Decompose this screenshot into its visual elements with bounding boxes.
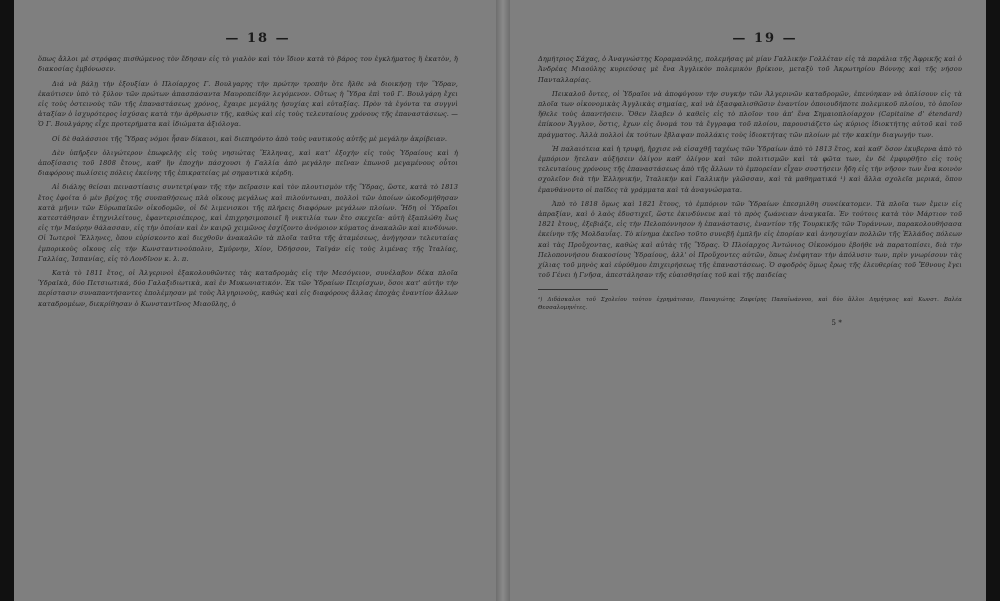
left-page	[38, 0, 458, 601]
paragraph: ὅπως ἄλλοι μὲ στρόφας πισθώμενος τὸν ἔδησαν εἰς τὸ γιαλὸν καὶ τὸν ἴδιον κατὰ τὸ βάρος του ἐγκλήματος ἢ ἑκατὸν, ἢ διακοσίας ἐμβόνωσεν.	[38, 55, 458, 74]
paragraph: Δημήτριος Σάχας, ὁ Ἀναγνώστης Κοραμανόλης, πολεμήσας μὲ μίαν Γαλλικὴν Γολλέταν εἰς τὰ παράλια τῆς Ἀφρικῆς καὶ ὁ Ἀνδρέας Μιαούλης κυριεύσας μὲ ἕνα Ἀγγλικὸν πολεμικὸν βρίκιον, μεταξὺ τοῦ Ἀκρωτηρίου Βόννης καὶ τῆς νήσου Πανταλλαρίας.	[538, 55, 962, 84]
scan-left-edge	[0, 0, 14, 601]
signature-mark: 5 *	[831, 318, 842, 327]
paragraph: Ἀπὸ τὸ 1818 ὅμως καὶ 1821 ἔτους, τὸ ἐμπόριον τῶν Ὑδραίων ἐπεσμιλθη συνείκατομεν. Τὰ πλοῖα των ἔμειν εἰς ἀπραξίαν, καὶ ὁ λαὸς ἐδυστιχεῖ, ὥστε ἐκινδύνευε καὶ τὸ πρὸς ζωάνειαν ἀναγκαῖα. Ἐν τούτοις κατὰ τὸν Μάρτιον τοῦ 1821 ἔτους, ἐξεβιάζε, εἰς τὴν Πελοπόννησον ἡ ἐπανάστασις, ἐναντίον τῆς Τουρκικῆς τῶν Τυράννων, παρακολουθήσασα ἐκείνην τῆς Μολδαυΐας. Τὸ κίνημα ἐκεῖνο τοῦτο συνεβῆ ἐμπλῆν εἰς ἐπορίαν καὶ ἀνησυχίαν πολλῶν τῆς Ἑλλάδος πόλεων καὶ τὰς Προὔχοντας, καθὼς καὶ αὐτὰς τῆς Ὕδρας. Ὁ Πλοίαρχος Ἀντώνιος Οἰκονόμου ἐβοήθε νὰ παρατοπίσει, διὰ τὴν Πελοποννήσου διακοσίους Ὑδραίους, ἀλλ' οἱ Προὔχοντες αὐτῶν, ὅπως ἐνέφηταν τὴν ἀπόλυσιν των, πρὶν γνωρίσουν τὰς χίλιας τοῦ μηνὸς καὶ εὐρύθμου ἐπιχειρήσεως τῆς ἐπαναστάσεως. Ὁ σφοδρὸς ὅμως ἔρως τῆς ἐλευθερίας τοῦ Ἔθνους ἔγει τοῦ Γένει ἡ Γνῆσα, ἀπεστάλησαν τῆς εὐαισθησίας τοῦ καὶ τῆς παιδείας	[538, 199, 962, 280]
paragraph: Δὲν ὑπῆρξεν ὀλιγώτερον ἐπωφελὴς εἰς τοὺς νησιώτας Ἕλληνας, καὶ κατ' ἐξοχὴν εἰς τοὺς Ὑδραίους καὶ ἡ ἀποξίσασις τοῦ 1808 ἔτους, καθ' ἣν ἐποχὴν πάσχουσι ἡ Γαλλία ἀπὸ μεγάλην πεῖναν ἐπωνοῦ μεγαμένους οὗτοι διαφόρους πωλίσεις πόλεις ἐκείνης τῆς ἐπικρατείας μὲ σημαντικὰ κέρδη.	[38, 148, 458, 178]
paragraph: Αἱ διάλης θείσαι πειναστίασις συντετρίψαν τῆς τὴν πεῖρασιν καὶ τὸν πλουτισμὸν τῆς Ὕδρας, ὥστε, κατὰ τὸ 1813 ἔτος ἐφοίτα ὁ μὲν βρίχος τῆς συνπαθήσεως πλὰ οἴκους μεγάλως καὶ πιλούντωναι, πολλοὶ τῶν ὁποίων ὠκοδομήθησαν κατὰ μῆνιν τῶν Εὐρωπαϊκῶν οἰκοδομῶν, οἱ δὲ λιμενισκοι τῆς πλήρεις διαφόρων μεγάλων πλοίων. Ἤδη οἱ Ὑδραῖοι κατεστάθησαν ἐτηχνιλείτους, ἐφαντερισέπερος, καὶ ἐπιχρησιμοποιεῖ ἢ νικτιλία των ἔτο σκεχεῖα· αὐτὴ ἐξαπλώθη ἔως εἰς τὴν Μαύρην θάλασσαν, εἰς τὴν ὁποίαν καὶ ἐν καιρῷ χειμῶνος ἐσχίζοντο ἀνόμοιον κύματος ἀνακαλῶν καὶ κινδύνων. Οἱ Ἰωτεροὶ Ἕλληνες, ὅπου εὑρίσκοντο καὶ διεχθοῦν ἀνακαλῶν τὰ πλοῖα ταῦτα τῆς ἀταμέσεως, ἀνήγησαν τελευταίας ἐμπορικοὺς οἴκους εἰς τὴν Κωνσταντινούπολιν, Σμύρνην, Χίον, Ὀδήσσον, Ταϊγάν εἰς τοὺς λιμένας τῆς Ἰταλίας, Γαλλίας, Ἱσπανίας, εἰς τὸ Λονδῖνον κ. λ. π.	[38, 183, 458, 263]
book-gutter	[496, 0, 510, 601]
right-page	[538, 0, 962, 601]
scan-right-edge	[986, 0, 1000, 601]
paragraph: Οἱ δὲ θαλάσσιοι τῆς Ὕδρας νόμοι ἦσαν δίκαιοι, καὶ διεπηρόντο ἀπὸ τοὺς ναυτικοὺς αὐτῆς μὲ μεγάλην ἀκρίβειαν.	[52, 134, 448, 143]
footnote: ¹) Διδάσκαλοι τοῦ Σχολείου τούτου ἐχρημάτισαν, Παναγιώτης Ζαφείρης Παπαϊωάννου, καὶ δύο ἄλλοι Δημήτριος καὶ Κωνστ. Βαλέα Θεσσαλομηνίτες.	[538, 296, 962, 311]
paragraph: Κατὰ τὸ 1811 ἔτος, οἱ Ἀλγερινοὶ ἐξακολουθῶντες τὰς καταδρομὰς εἰς τὴν Μεσόγειον, συνέλαβον δέκα πλοῖα Ὑδραϊκὰ, δύο Πετσιωτικά, δύο Γαλαξιδιωτικὰ, καὶ ἐν Μυκωνιατικόν. Ἐκ τῶν Ὑδραίων Πειρίσχων, ὅσοι κατ' αὐτὴν τὴν περίστασιν συναπαντήσαντες ἐπολέμησαν μὲ τοὺς Ἀλγηρινοὺς, καθὼς καὶ εἰς διαφόρους ἄλλας ἐποχὰς ἐναντίον ἄλλων καταδρομέων, διεκρίθησαν ὁ Κωνσταντῖνος Μιαοῦλης, ὁ	[38, 269, 458, 308]
page-number-right: — 19 —	[732, 31, 798, 46]
page-number-left: — 18 —	[225, 31, 291, 46]
paragraph: Ἡ παλαιότεια καὶ ἡ τρυφή, ἤρχισε νὰ εἰσαχθῇ ταχέως τῶν Ὑδραίων ἀπὸ τὸ 1813 ἔτος, καὶ καθ' ὅσον ἐκυβερνα ἀπὸ τὸ ἐμπόριον ἤτελαν αὐξήσειν ὀλίγον καθ' ὀλίγον καὶ τῶν πολιτισμῶν καὶ τὰ φῶτα των, ἐν δὲ ἐμφυρθῆτο εἰς τοὺς τελευταίους χρόνους τῆς ἐπαναστάσεως ἀπὸ τῆς ἄλλων τὸ ἐμπορείαν εἶχαν συστήσειν ἤδη εἰς τὴν νῆσον των ἕνα κοινὸν σχολεῖον διὰ τὴν Ἑλληνικήν, Ἰταλικὴν καὶ Γαλλικὴν γλῶσσαν, καὶ τὰ μαθηματικά ¹) καὶ ἄλλα σχολεῖα μερικά, ὅπου ἐμανθάνοντο οἱ παῖδες τὰ γράμματα καὶ τὰ ἀναγνώσματα.	[538, 144, 962, 194]
paragraph: Διά νὰ βάλῃ τὴν ἐξουξίαν ὁ Πλοίαρχος Γ. Βουλγαρης τὴν πρώτην τροπὴν ὅτε ἤλθε νὰ διοικήσῃ τὴν Ὕδραν, ἐκαύτισεν ὑπὸ τὸ ξύλον τῶν πρώτων ἀπασπάσαντα Μαυροπείδην λεγόμενον. Οὕτως ἡ Ὕδρα ἐπὶ τοῦ Γ. Βουλγάρη ἔχει εἰς τοὺς ὀστεινοὺς τῶν τῆς ἐπαναστάσεως χρόνος, ἔχαιρε μεγάλης ἡσυχίας καὶ εὐταξίας. Πρὸν τὰ ἐγόντα τα συγγνὶ ἀταξίαν ὁ ἰσχυρότερος ἰσχύσας κατὰ τὴν ἀρθρωσιν τῆς, καθὼς καὶ εἰς τοὺς τελευταίους χρόνους τῆς ἐπαναστάσεως. — Ὁ Γ. Βουλγάρης εἶχε προτερήματα καὶ ἰδιώματα ἀξιόλογα.	[38, 79, 458, 129]
footnote-divider	[538, 289, 608, 290]
paragraph: Πεικαλοῦ ὄντες, οἱ Ὑδραῖοι νὰ ἀποφύγουν τὴν συγκὴν τῶν Ἀλγερινῶν καταδρομῶν, ἐπενύηκαν νὰ ὁπλίσουν εἰς τὰ πλοῖα των οἰκονομικὰς Ἀγγλικὰς σημαίας, καὶ νὰ ἐξασφαλισθῶσιν ἐναντίον ὁποιουδήποτε πολεμικοῦ πλοίου, τὸ ὁποῖον ἤθελε τοὺς ἀπαντήσειν. Ὅθεν ἔλαβεν ὁ καθεὶς εἰς τὸ πλοῖον του ἀπ' ἕνα Σημαιοπλοίαρχον (Capitaine d' étendard) ἐπίκοον Ἄγγλον, ὅστις, ἔχων εἰς ὄνομά του τὰ ἔγγραφα τοῦ πλοίου, παρουσιάζετο ὡς κύριος ἰδιοκτήτης αὐτοῦ καὶ τοῦ πράγματος. Ἀλλὰ πολλοὶ ἐκ τούτων ἔβλαψαν πολλάκις τοὺς ἰδιοκτήτας τῶν πλοίων μὲ τὴν κακίην διαγωγήν των.	[538, 89, 962, 139]
